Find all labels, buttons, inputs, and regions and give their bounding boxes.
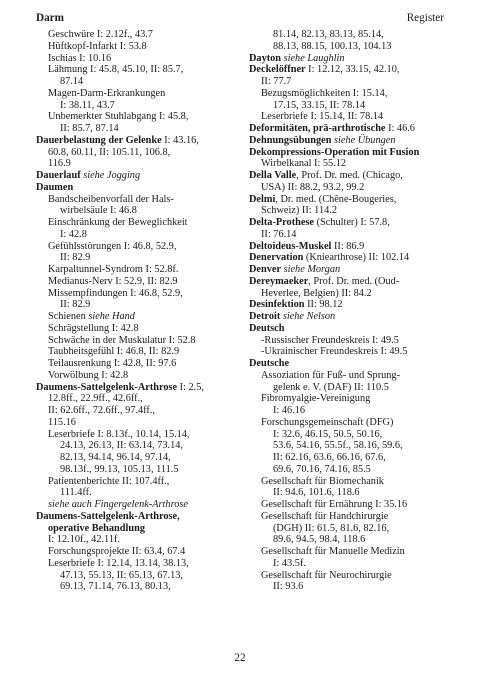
index-entry-line xyxy=(249,393,453,405)
index-entry-line xyxy=(249,299,453,311)
index-entry-line xyxy=(249,264,453,276)
index-entry-line xyxy=(36,147,240,159)
entry-keyword: Dehnungsübungen xyxy=(249,134,332,146)
index-column-right xyxy=(249,29,453,593)
index-entry-line xyxy=(249,53,453,65)
entry-text: Bandscheibenvorfall der Hals- xyxy=(48,193,174,205)
entry-keyword: Denervation xyxy=(249,252,304,264)
entry-text: 12.8ff., 22.9ff., 42.6ff., xyxy=(48,393,143,405)
entry-keyword: Dauerbelastung der Gelenke xyxy=(36,134,162,146)
entry-cross-reference: siehe Nelson xyxy=(280,311,336,322)
entry-cross-reference: siehe auch Fingergelenk-Arthrose xyxy=(48,499,188,510)
index-entry-line xyxy=(36,370,240,382)
index-entry-line xyxy=(36,53,240,65)
index-entry-line xyxy=(36,405,240,417)
entry-keyword: Deltoideus-Muskel xyxy=(249,240,332,252)
entry-text: 82.13, 94.14, 96.14, 97.14, xyxy=(60,452,171,463)
index-entry-line xyxy=(249,29,453,41)
index-entry-line xyxy=(249,147,453,159)
entry-text: 87.14 xyxy=(60,76,84,87)
index-entry-line xyxy=(36,88,240,100)
entry-cross-reference: siehe Jogging xyxy=(80,170,141,181)
index-entry-line xyxy=(249,534,453,546)
entry-text: -Russischer Freundeskreis I: 49.5 xyxy=(261,334,399,346)
entry-text: 111.4ff. xyxy=(60,487,92,499)
entry-text: I: 43.5f. xyxy=(273,557,306,569)
entry-text: (Kniearthrose) II: 102.14 xyxy=(303,252,410,264)
index-entry-line xyxy=(36,499,240,511)
index-entry-line xyxy=(249,241,453,253)
entry-text: Schweiz) II: 114.2 xyxy=(261,205,337,217)
entry-text: Leserbriefe I: 15.14, II: 78.14 xyxy=(261,111,384,123)
entry-keyword: Denver xyxy=(249,264,282,275)
entry-text: Taubheitsgefühl I: 46.8, II: 82.9 xyxy=(48,346,180,358)
entry-text: , Prof. Dr. med. (Chicago, xyxy=(296,170,403,181)
entry-text: Lähmung I: 45.8, 45.10, II: 85.7, xyxy=(48,64,184,76)
index-entry-line xyxy=(249,581,453,593)
index-entry-line xyxy=(249,546,453,558)
index-entry-line xyxy=(36,182,240,194)
entry-text: Bezugsmöglichkeiten I: 15.14, xyxy=(261,87,388,99)
entry-text: Vorwölbung I: 42.8 xyxy=(48,369,129,381)
index-entry-line xyxy=(249,558,453,570)
entry-keyword: Dekompressions-Operation mit Fusion xyxy=(249,146,420,158)
entry-text: II: 98.12 xyxy=(304,299,343,311)
entry-text: Teilausrenkung I: 42.8, II: 97.6 xyxy=(48,358,177,369)
entry-keyword: Detroit xyxy=(249,311,281,322)
entry-text: II: 82.9 xyxy=(60,252,91,264)
index-entry-line xyxy=(36,440,240,452)
entry-cross-reference: siehe Hand xyxy=(85,311,135,322)
index-entry-line xyxy=(249,194,453,206)
index-entry-line xyxy=(36,264,240,276)
index-entry-line xyxy=(249,405,453,417)
entry-text: II: 77.7 xyxy=(261,76,292,87)
index-entry-line xyxy=(249,229,453,241)
index-entry-line xyxy=(249,499,453,511)
index-entry-line xyxy=(249,182,453,194)
index-entry-line xyxy=(36,358,240,370)
index-entry-line xyxy=(36,241,240,253)
index-entry-line xyxy=(249,487,453,499)
entry-text: Schwäche in der Muskulatur I: 52.8 xyxy=(48,334,196,346)
entry-text: I: 42.8 xyxy=(60,228,87,240)
entry-text: Gesellschaft für Ernährung I: 35.16 xyxy=(261,499,408,510)
entry-text: Forschungsgemeinschaft (DFG) xyxy=(261,416,394,428)
entry-text: Gesellschaft für Handchirurgie xyxy=(261,510,389,522)
entry-keyword: Della Valle xyxy=(249,170,297,181)
index-entry-line xyxy=(36,135,240,147)
entry-text: Leserbriefe I: 12.14, 13.14, 38.13, xyxy=(48,557,189,569)
entry-text: USA) II: 88.2, 93.2, 99.2 xyxy=(261,181,365,193)
entry-text: Medianus-Nerv I: 52.9, II: 82.9 xyxy=(48,275,178,287)
index-entry-line xyxy=(249,158,453,170)
entry-text: I: 12.12, 33.15, 42.10, xyxy=(305,64,400,76)
entry-keyword: Deformitäten, prä-arthrotische xyxy=(249,123,386,134)
entry-text: 69.6, 70.16, 74.16, 85.5 xyxy=(273,463,371,475)
entry-text: Forschungsprojekte II: 63.4, 67.4 xyxy=(48,546,186,557)
index-entry-line xyxy=(36,252,240,264)
index-entry-line xyxy=(36,393,240,405)
entry-text: 24.13, 26.13, II: 63.14, 73.14, xyxy=(60,440,183,452)
index-entry-line xyxy=(249,464,453,476)
index-entry-line xyxy=(36,534,240,546)
entry-keyword: Deutsche xyxy=(249,358,290,369)
header-keyword: Darm xyxy=(36,12,64,24)
entry-text: 89.6, 94.5, 98.4, 118.6 xyxy=(273,534,366,546)
index-entry-line xyxy=(36,100,240,112)
entry-text: I: 32.6, 46.15, 50.5, 50.16, xyxy=(273,428,383,440)
running-header xyxy=(36,12,444,28)
index-entry-line xyxy=(249,358,453,370)
index-entry-line xyxy=(36,29,240,41)
index-entry-line xyxy=(36,41,240,53)
entry-text: 98.13f., 99.13, 105.13, 111.5 xyxy=(60,463,179,475)
entry-text: II: 93.6 xyxy=(273,581,304,593)
entry-keyword: Dayton xyxy=(249,52,282,64)
index-entry-line xyxy=(249,452,453,464)
entry-keyword: Daumens-Sattelgelenk-Arthrose, xyxy=(36,510,180,522)
index-entry-line xyxy=(249,252,453,264)
entry-text: Schienen xyxy=(48,311,86,322)
entry-text: 53.6, 54.16, 55.5f., 58.16, 59.6, xyxy=(273,440,403,452)
entry-text: -Ukrainischer Freundeskreis I: 49.5 xyxy=(261,346,408,358)
index-entry-line xyxy=(36,558,240,570)
entry-text: Ischias I: 10.16 xyxy=(48,52,112,64)
index-entry-line xyxy=(36,205,240,217)
index-entry-line xyxy=(36,217,240,229)
entry-text: Unbemerkter Stuhlabgang I: 45.8, xyxy=(48,111,189,123)
index-entry-line xyxy=(249,135,453,147)
entry-text: 88.13, 88.15, 100.13, 104.13 xyxy=(273,40,392,52)
entry-text: Schrägstellung I: 42.8 xyxy=(48,322,139,334)
index-entry-line xyxy=(249,276,453,288)
index-entry-line xyxy=(249,64,453,76)
index-entry-line xyxy=(249,311,453,323)
index-entry-line xyxy=(36,511,240,523)
entry-text: 17.15, 33.15, II: 78.14 xyxy=(273,99,366,111)
index-entry-line xyxy=(36,288,240,300)
entry-text: Missempfindungen I: 46.8, 52.9, xyxy=(48,287,183,299)
index-entry-line xyxy=(36,158,240,170)
index-entry-line xyxy=(36,346,240,358)
index-entry-line xyxy=(36,194,240,206)
entry-text: Fibromyalgie-Vereinigung xyxy=(261,393,371,405)
entry-text: Patientenberichte II: 107.4ff., xyxy=(48,475,170,487)
index-entry-line xyxy=(249,76,453,88)
index-entry-line xyxy=(249,288,453,300)
entry-text: 115.16 xyxy=(48,416,76,428)
entry-text: , Prof. Dr. med. (Oud- xyxy=(308,275,400,287)
entry-text: wirbelsäule I: 46.8 xyxy=(60,205,137,217)
index-entry-line xyxy=(36,382,240,394)
entry-text: Gesellschaft für Neurochirurgie xyxy=(261,569,392,581)
index-entry-line xyxy=(36,123,240,135)
entry-text: Leserbriefe I: 8.13f., 10.14, 15.14, xyxy=(48,428,190,440)
entry-keyword: Dereymaeker xyxy=(249,275,309,287)
entry-text: 60.8, 60.11, II: 105.11, 106.8, xyxy=(48,146,171,158)
entry-text: II: 62.6ff., 72.6ff., 97.4ff., xyxy=(48,405,155,416)
entry-keyword: Delmi xyxy=(249,193,276,205)
index-entry-line xyxy=(36,111,240,123)
index-entry-line xyxy=(36,76,240,88)
index-entry-line xyxy=(36,335,240,347)
entry-text: 81.14, 82.13, 83.13, 85.14, xyxy=(273,29,384,40)
index-entry-line xyxy=(36,452,240,464)
index-entry-line xyxy=(36,170,240,182)
index-entry-line xyxy=(249,346,453,358)
index-entry-line xyxy=(249,429,453,441)
index-entry-line xyxy=(249,123,453,135)
page-number: 22 xyxy=(234,652,246,664)
entry-text: II: 76.14 xyxy=(261,228,297,240)
index-entry-line xyxy=(249,417,453,429)
entry-text: Assoziation für Fuß- und Sprung- xyxy=(261,369,400,381)
entry-keyword: Delta-Prothese xyxy=(249,217,314,228)
index-entry-line xyxy=(249,205,453,217)
index-entry-line xyxy=(36,581,240,593)
entry-keyword: operative Behandlung xyxy=(48,522,145,534)
index-entry-line xyxy=(36,276,240,288)
entry-keyword: Desinfektion xyxy=(249,299,305,311)
entry-text: (DGH) II: 61.5, 81.6, 82.16, xyxy=(273,522,390,534)
entry-text: Hüftkopf-Infarkt I: 53.8 xyxy=(48,40,147,52)
entry-text: Wirbelkanal I: 55.12 xyxy=(261,158,347,170)
entry-text: Gefühlsstörungen I: 46.8, 52.9, xyxy=(48,240,177,252)
index-entry-line xyxy=(36,311,240,323)
index-entry-line xyxy=(249,111,453,123)
entry-text: Magen-Darm-Erkrankungen xyxy=(48,87,166,99)
index-entry-line xyxy=(36,64,240,76)
entry-text: Einschränkung der Beweglichkeit xyxy=(48,217,188,228)
entry-text: 116.9 xyxy=(48,158,71,170)
index-entry-line xyxy=(249,440,453,452)
entry-text: II: 85.7, 87.14 xyxy=(60,123,119,134)
index-entry-line xyxy=(36,546,240,558)
index-entry-line xyxy=(249,382,453,394)
entry-keyword: Daumen xyxy=(36,181,74,193)
index-entry-line xyxy=(36,464,240,476)
entry-keyword: Deutsch xyxy=(249,322,285,334)
entry-text: Gesellschaft für Manuelle Medizin xyxy=(261,546,405,557)
entry-text: Geschwüre I: 2.12f., 43.7 xyxy=(48,29,153,40)
index-entry-line xyxy=(36,523,240,535)
index-entry-line xyxy=(249,323,453,335)
entry-keyword: Dauerlauf xyxy=(36,170,81,181)
entry-text: 69.13, 71.14, 76.13, 80.13, xyxy=(60,581,171,593)
index-entry-line xyxy=(36,323,240,335)
index-entry-line xyxy=(36,429,240,441)
entry-text: II: 62.16, 63.6, 66.16, 67.6, xyxy=(273,452,386,463)
index-entry-line xyxy=(249,88,453,100)
entry-cross-reference: siehe Morgan xyxy=(281,264,341,275)
index-entry-line xyxy=(249,370,453,382)
index-entry-line xyxy=(249,570,453,582)
index-entry-line xyxy=(249,335,453,347)
entry-cross-reference: siehe Laughlin xyxy=(281,52,345,64)
index-column-left xyxy=(36,29,240,593)
index-entry-line xyxy=(36,229,240,241)
index-entry-line xyxy=(36,417,240,429)
entry-text: Karpaltunnel-Syndrom I: 52.8f. xyxy=(48,264,179,275)
index-entry-line xyxy=(36,570,240,582)
entry-text: I: 46.6 xyxy=(385,123,415,134)
index-entry-line xyxy=(249,476,453,488)
entry-cross-reference: siehe Übungen xyxy=(331,134,396,146)
header-section-title: Register xyxy=(406,12,444,24)
entry-text: I: 2.5, xyxy=(177,381,204,393)
entry-text: gelenk e. V. (DAF) II: 110.5 xyxy=(273,381,389,393)
index-entry-line xyxy=(249,523,453,535)
entry-text: Gesellschaft für Biomechanik xyxy=(261,475,384,487)
entry-text: I: 12.10f., 42.11f. xyxy=(48,534,120,546)
entry-text: , Dr. med. (Chêne-Bougeries, xyxy=(275,193,397,205)
entry-text: (Schulter) I: 57.8, xyxy=(314,217,390,228)
index-entry-line xyxy=(36,487,240,499)
index-entry-line xyxy=(249,217,453,229)
entry-keyword: Deckelöffner xyxy=(249,64,306,76)
index-entry-line xyxy=(249,100,453,112)
index-entry-line xyxy=(249,41,453,53)
index-entry-line xyxy=(36,476,240,488)
entry-text: I: 43.16, xyxy=(161,134,199,146)
index-entry-line xyxy=(249,170,453,182)
entry-text: Heverlee, Belgien) II: 84.2 xyxy=(261,287,372,299)
entry-text: II: 94.6, 101.6, 118.6 xyxy=(273,487,360,499)
index-entry-line xyxy=(249,511,453,523)
entry-text: II: 82.9 xyxy=(60,299,91,311)
entry-text: II: 86.9 xyxy=(331,240,365,252)
index-entry-line xyxy=(36,299,240,311)
entry-text: I: 46.16 xyxy=(273,405,306,416)
entry-text: I: 38.11, 43.7 xyxy=(60,99,115,111)
entry-text: 47.13, 55.13, II: 65.13, 67.13, xyxy=(60,569,183,581)
entry-keyword: Daumens-Sattelgelenk-Arthrose xyxy=(36,381,178,393)
